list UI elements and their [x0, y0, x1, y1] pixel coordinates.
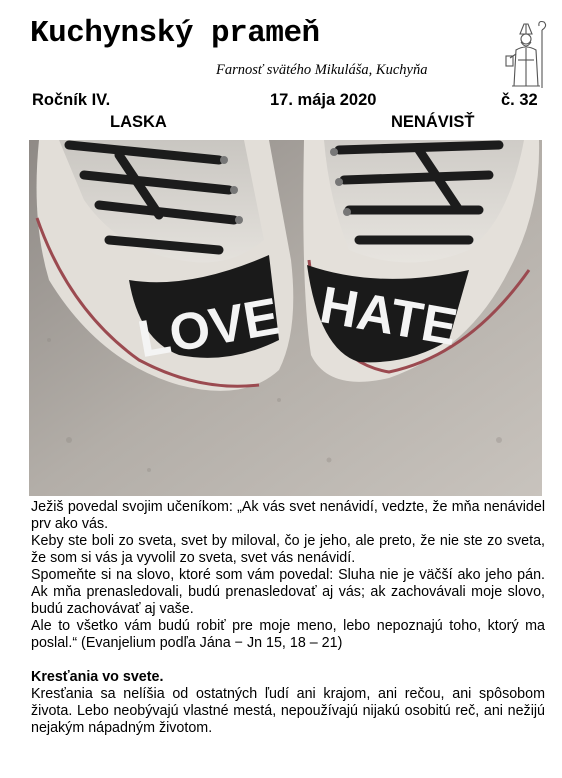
article-paragraph: Spomeňte si na slovo, ktoré som vám povedal: Sluha nie je väčší ako jeho pán. Ak mňa prenasledovali, budú prenasledovať aj vás; ak zachovávali moje slovo, budú zachovávať aj vaše. [31, 567, 545, 617]
newsletter-title: Kuchynský prameň [30, 16, 320, 51]
article-paragraph: Keby ste boli zo sveta, svet by miloval, čo je jeho, ale preto, že nie ste zo sveta, že som si vás ja vyvolil zo sveta, svet vás nenávidí. [31, 533, 545, 566]
section-heading: Kresťania vo svete. [31, 669, 164, 685]
sneakers-photo [29, 140, 542, 496]
issue-number: č. 32 [501, 91, 538, 109]
issue-date: 17. mája 2020 [270, 91, 377, 109]
article-paragraph: Ježiš povedal svojim učeníkom: „Ak vás svet nenávidí, vedzte, že mňa nenávidel prv ako vás. [31, 499, 545, 532]
hate-shoe-text: HATE [315, 276, 462, 358]
volume-label: Ročník IV. [32, 91, 111, 109]
article-body [31, 499, 545, 737]
love-shoe-text: LOVE [133, 287, 284, 370]
parish-subtitle: Farnosť svätého Mikuláša, Kuchyňa [216, 62, 428, 78]
section-paragraph: Kresťania sa nelíšia od ostatných ľudí ani krajom, ani rečou, ani spôsobom života. Lebo neobývajú vlastné mestá, nepoužívajú nijakú osobitú reč, ani nežijú nejakým nápadným životom. [31, 686, 545, 736]
saint-nicholas-icon [502, 20, 550, 90]
article-paragraph: Ale to všetko vám budú robiť pre moje meno, lebo nepoznajú toho, ktorý ma poslal.“ (Evanjelium podľa Jána − Jn 15, 18 – 21) [31, 618, 545, 651]
love-heading: LASKA [110, 113, 167, 131]
hate-heading: NENÁVISŤ [391, 113, 475, 131]
